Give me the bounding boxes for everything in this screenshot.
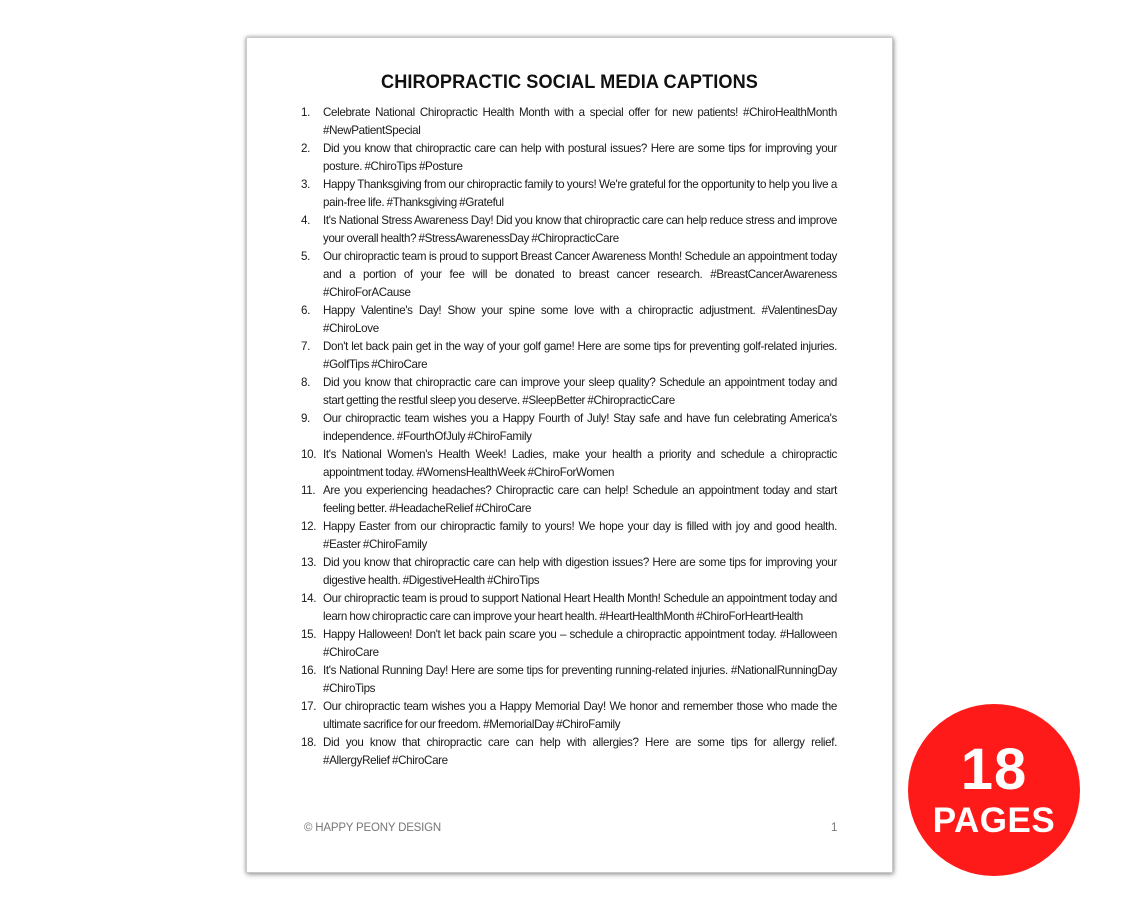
caption-number: 1.: [301, 106, 310, 119]
list-item: [301, 554, 837, 590]
caption-number: 5.: [301, 250, 310, 263]
caption-number: 2.: [301, 142, 310, 155]
caption-text: Did you know that chiropractic care can help with digestion issues? Here are some tips for improving your digestive health. #DigestiveHealth #ChiroTips: [323, 556, 837, 587]
caption-number: 14.: [301, 592, 317, 605]
list-item: [301, 140, 837, 176]
caption-text: Don't let back pain get in the way of your golf game! Here are some tips for preventing golf-related injuries. #GolfTips #ChiroCare: [323, 340, 837, 371]
list-item: [301, 518, 837, 554]
badge-label: PAGES: [932, 801, 1056, 840]
page-count-badge: [908, 704, 1080, 876]
caption-number: 6.: [301, 304, 310, 317]
caption-text: Our chiropractic team is proud to support National Heart Health Month! Schedule an appointment today and learn how chiropractic care can improve your heart health. #HeartHealthMonth #ChiroForHeartHealth: [323, 592, 837, 623]
caption-text: It's National Women's Health Week! Ladies, make your health a priority and schedule a chiropractic appointment today. #WomensHealthWeek #ChiroForWomen: [323, 448, 837, 479]
caption-text: Did you know that chiropractic care can help with allergies? Here are some tips for allergy relief. #AllergyRelief #ChiroCare: [323, 736, 837, 767]
list-item: [301, 176, 837, 212]
caption-list: [301, 104, 837, 770]
list-item: [301, 374, 837, 410]
caption-number: 18.: [301, 736, 317, 749]
list-item: [301, 626, 837, 662]
caption-number: 7.: [301, 340, 310, 353]
footer-copyright: © HAPPY PEONY DESIGN: [304, 822, 441, 834]
caption-text: Celebrate National Chiropractic Health Month with a special offer for new patients! #ChiroHealthMonth #NewPatientSpecial: [323, 106, 837, 137]
caption-number: 3.: [301, 178, 310, 191]
caption-number: 9.: [301, 412, 310, 425]
list-item: [301, 734, 837, 770]
list-item: [301, 482, 837, 518]
list-item: [301, 590, 837, 626]
document-title: CHIROPRACTIC SOCIAL MEDIA CAPTIONS: [381, 71, 758, 93]
list-item: [301, 104, 837, 140]
caption-number: 11.: [301, 484, 316, 497]
list-item: [301, 410, 837, 446]
caption-number: 10.: [301, 448, 317, 461]
caption-number: 13.: [301, 556, 317, 569]
page-number: 1: [831, 822, 838, 834]
badge-number: 18: [960, 737, 1028, 802]
document-page: [246, 37, 893, 873]
caption-number: 12.: [301, 520, 317, 533]
caption-text: Our chiropractic team is proud to support Breast Cancer Awareness Month! Schedule an appointment today and a portion of your fee will be donated to breast cancer research. #BreastCancerAwareness #ChiroForACause: [323, 250, 837, 299]
list-item: [301, 248, 837, 302]
caption-text: Are you experiencing headaches? Chiropractic care can help! Schedule an appointment today and start feeling better. #HeadacheRelief #ChiroCare: [323, 484, 837, 515]
caption-text: Happy Thanksgiving from our chiropractic family to yours! We're grateful for the opportunity to help you live a pain-free life. #Thanksgiving #Grateful: [323, 178, 837, 209]
caption-number: 17.: [301, 700, 317, 713]
caption-text: Happy Valentine's Day! Show your spine some love with a chiropractic adjustment. #ValentinesDay #ChiroLove: [323, 304, 837, 335]
list-item: [301, 302, 837, 338]
caption-text: Our chiropractic team wishes you a Happy Memorial Day! We honor and remember those who made the ultimate sacrifice for our freedom. #MemorialDay #ChiroFamily: [323, 700, 837, 731]
list-item: [301, 446, 837, 482]
caption-text: Did you know that chiropractic care can improve your sleep quality? Schedule an appointment today and start getting the restful sleep you deserve. #SleepBetter #ChiropracticCare: [323, 376, 837, 407]
caption-text: It's National Running Day! Here are some tips for preventing running-related injuries. #NationalRunningDay #ChiroTips: [323, 664, 837, 695]
list-item: [301, 212, 837, 248]
list-item: [301, 662, 837, 698]
caption-text: Happy Easter from our chiropractic family to yours! We hope your day is filled with joy and good health. #Easter #ChiroFamily: [323, 520, 837, 551]
list-item: [301, 698, 837, 734]
caption-number: 8.: [301, 376, 310, 389]
list-item: [301, 338, 837, 374]
caption-text: Happy Halloween! Don't let back pain scare you – schedule a chiropractic appointment today. #Halloween #ChiroCare: [323, 628, 837, 659]
caption-text: Did you know that chiropractic care can help with postural issues? Here are some tips for improving your posture. #ChiroTips #Posture: [323, 142, 837, 173]
caption-text: Our chiropractic team wishes you a Happy Fourth of July! Stay safe and have fun celebrating America's independence. #FourthOfJuly #ChiroFamily: [323, 412, 837, 443]
caption-number: 4.: [301, 214, 310, 227]
caption-text: It's National Stress Awareness Day! Did you know that chiropractic care can help reduce stress and improve your overall health? #StressAwarenessDay #ChiropracticCare: [323, 214, 837, 245]
caption-number: 15.: [301, 628, 317, 641]
caption-number: 16.: [301, 664, 317, 677]
